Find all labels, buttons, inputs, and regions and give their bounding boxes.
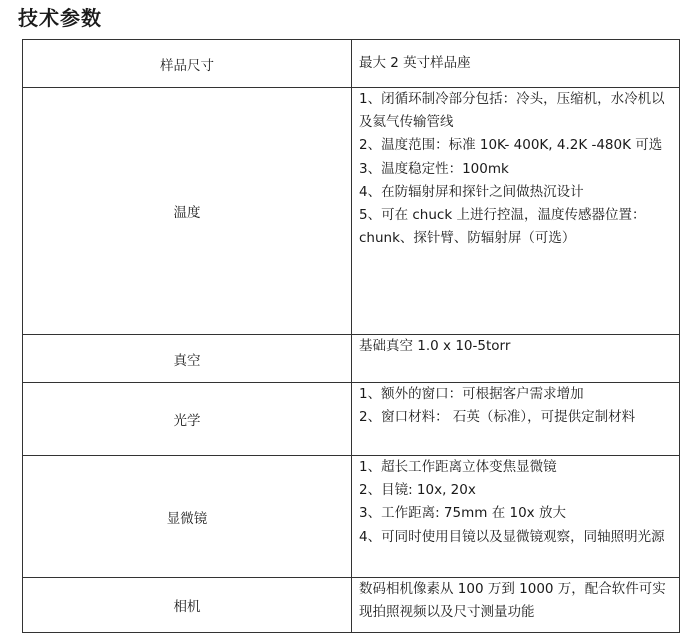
row-value-optics [352, 383, 680, 456]
row-label-vacuum: 真空 [23, 335, 352, 383]
row-value-sample-size [352, 40, 680, 88]
value-line: 1、超长工作距离立体变焦显微镜 [359, 459, 557, 475]
table-row-temperature [23, 88, 680, 335]
value-line: 2、目镜: 10x, 20x [359, 482, 476, 499]
value-line: 4、可同时使用目镜以及显微镜观察，同轴照明光源 [359, 528, 665, 545]
row-value-microscope [352, 456, 680, 578]
value-line: 1、闭循环制冷部分包括：冷头，压缩机，水冷机以及氦气传输管线 [359, 91, 665, 131]
row-value-vacuum [352, 335, 680, 383]
row-value-temperature [352, 88, 680, 335]
table-row-camera [23, 578, 680, 633]
row-value-camera [352, 578, 680, 633]
row-label-camera: 相机 [23, 578, 352, 633]
table-row-microscope [23, 456, 680, 578]
value-line: 2、温度范围：标准 10K- 400K, 4.2K -480K 可选 [359, 137, 663, 154]
table-row-sample-size [23, 40, 680, 88]
value-line: 4、在防辐射屏和探针之间做热沉设计 [359, 183, 584, 200]
table-row-optics [23, 383, 680, 456]
table-row-vacuum [23, 335, 680, 383]
value-line: 2、窗口材料： 石英（标准），可提供定制材料 [359, 409, 636, 426]
value-line: 3、温度稳定性：100mk [359, 160, 509, 177]
value-line: 5、可在 chuck 上进行控温，温度传感器位置：chunk、探针臂、防辐射屏（可选） [359, 207, 646, 247]
row-label-sample-size: 样品尺寸 [23, 40, 352, 88]
row-label-optics: 光学 [23, 383, 352, 456]
value-line: 数码相机像素从 100 万到 1000 万，配合软件可实现拍照视频以及尺寸测量功能 [359, 581, 666, 621]
row-label-temperature: 温度 [23, 88, 352, 335]
value-line: 3、工作距离: 75mm 在 10x 放大 [359, 505, 566, 522]
row-label-microscope: 显微镜 [23, 456, 352, 578]
value-line: 最大 2 英寸样品座 [359, 54, 471, 71]
value-line: 基础真空 1.0 x 10-5torr [359, 338, 511, 354]
section-title: 技术参数 [18, 6, 102, 30]
spec-table [22, 39, 680, 633]
value-line: 1、额外的窗口：可根据客户需求增加 [359, 386, 584, 402]
